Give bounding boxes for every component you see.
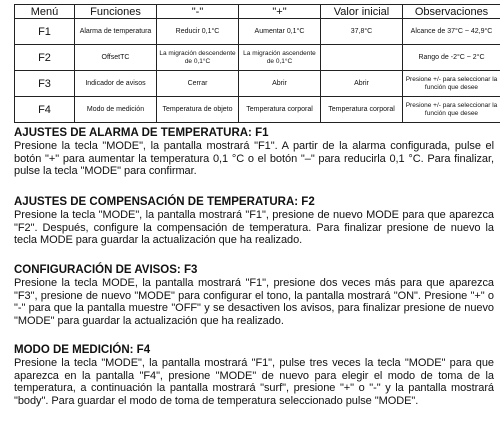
table-row <box>15 97 500 123</box>
cell-funcion: Modo de medición <box>75 97 157 123</box>
cell-plus: La migración ascendente de 0,1°C <box>239 45 321 71</box>
cell-funcion: OffsetTC <box>75 45 157 71</box>
section-text: Presione la tecla "MODE", la pantalla mostrará "F1". A partir de la alarma configurada, pulse el botón "+" para aumentar la temperatura 0,1 °C o el botón "–" para reducirla 0,1 °C. Para finalizar, pulse la tecla "MODE" para confirmar. <box>14 140 494 178</box>
cell-notes: Presione +/- para seleccionar la función que desee <box>403 71 500 97</box>
table-row <box>15 45 500 71</box>
cell-minus: Temperatura de objeto <box>157 97 239 123</box>
cell-minus: Reducir 0,1°C <box>157 19 239 45</box>
cell-initial: Abrir <box>321 71 403 97</box>
cell-minus: La migración descendente de 0,1°C <box>157 45 239 71</box>
section-title: AJUSTES DE ALARMA DE TEMPERATURA: F1 <box>14 127 269 139</box>
header-plus: "+" <box>239 5 321 19</box>
table-row <box>15 19 500 45</box>
section-title: CONFIGURACIÓN DE AVISOS: F3 <box>14 264 198 276</box>
header-initial-value: Valor inicial <box>321 5 403 19</box>
cell-minus: Cerrar <box>157 71 239 97</box>
cell-menu: F2 <box>15 45 75 71</box>
cell-funcion: Alarma de temperatura <box>75 19 157 45</box>
section-title: AJUSTES DE COMPENSACIÓN DE TEMPERATURA: F2 <box>14 196 315 208</box>
functions-table <box>14 4 500 123</box>
cell-menu: F4 <box>15 97 75 123</box>
section-text: Presione la tecla "MODE", la pantalla mostrará "F1", pulse tres veces la tecla "MODE" para que aparezca en la pantalla "F4", presione "MODE" de nuevo para elegir el modo de toma de la temperatura, a continuación la pantalla mostrará "surf", presione "+" o "-" y la pantalla mostrará "body". Para guardar el modo de toma de temperatura seleccionado pulse "MODE". <box>14 357 494 407</box>
header-menu: Menú <box>15 5 75 19</box>
header-funciones: Funciones <box>75 5 157 19</box>
section-text: Presione la tecla MODE, la pantalla mostrará "F1", presione dos veces más para que aparezca "F3", presione de nuevo "MODE" para configurar el tono, la pantalla mostrará "ON". Presione "+" o "-" para que la pantalla muestre "OFF" y se desactiven los avisos, para finalizar presione de nuevo "MODE" para guardar la actualización que ha realizado. <box>14 277 494 327</box>
section-f2 <box>14 195 494 247</box>
table-header-row <box>15 5 500 19</box>
header-minus: "-" <box>157 5 239 19</box>
cell-plus: Temperatura corporal <box>239 97 321 123</box>
section-f3 <box>14 263 494 327</box>
section-text: Presione la tecla "MODE", la pantalla mostrará "F1", presione de nuevo MODE para que aparezca "F2". Después, configure la compensación de temperatura. Para finalizar presione de nuevo la tecla MODE para guardar la actualización que ha realizado. <box>14 209 494 247</box>
cell-notes: Rango de -2°C ~ 2°C <box>403 45 500 71</box>
cell-funcion: Indicador de avisos <box>75 71 157 97</box>
cell-initial <box>321 45 403 71</box>
cell-initial: 37,8°C <box>321 19 403 45</box>
cell-plus: Abrir <box>239 71 321 97</box>
cell-notes: Presione +/- para seleccionar la función que desee <box>403 97 500 123</box>
table-row <box>15 71 500 97</box>
header-observaciones: Observaciones <box>403 5 500 19</box>
cell-menu: F3 <box>15 71 75 97</box>
cell-notes: Alcance de 37°C ~ 42,9°C <box>403 19 500 45</box>
section-f1 <box>14 126 494 178</box>
section-title: MODO DE MEDICIÓN: F4 <box>14 344 151 356</box>
section-f4 <box>14 343 494 407</box>
cell-initial: Temperatura corporal <box>321 97 403 123</box>
cell-menu: F1 <box>15 19 75 45</box>
cell-plus: Aumentar 0,1°C <box>239 19 321 45</box>
